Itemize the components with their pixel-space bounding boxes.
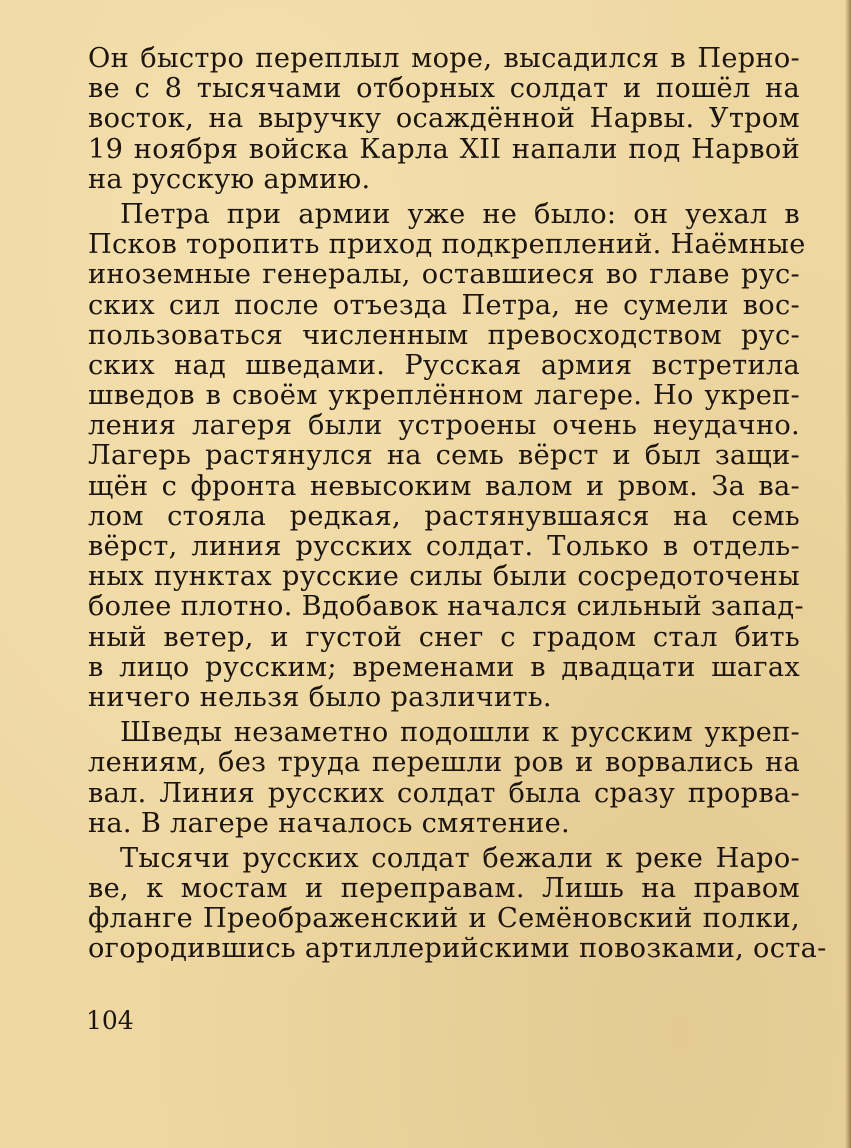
body-text: [88, 43, 827, 965]
text-line: ве с 8 тысячами отборных солдат и пошёл на: [88, 73, 800, 105]
text-line: лениям, без труда перешли ров и ворвались на: [88, 747, 800, 779]
text-line: лом стояла редкая, растянувшаяся на семь: [88, 500, 800, 532]
text-line: ве, к мостам и переправам. Лишь на правом: [88, 873, 800, 905]
text-line: ских сил после отъезда Петра, не сумели вос-: [88, 289, 800, 321]
text-line: ских над шведами. Русская армия встретила: [88, 349, 800, 381]
text-line: ных пунктах русские силы были сосредоточены: [88, 561, 800, 593]
text-line: вал. Линия русских солдат была сразу прорва-: [88, 777, 800, 809]
text-line: Он быстро переплыл море, высадился в Перно-: [88, 43, 800, 74]
text-line: ления лагеря были устроены очень неудачно.: [88, 410, 800, 442]
text-line: шведов в своём укреплённом лагере. Но укреп-: [88, 380, 800, 412]
text-line: Псков торопить приход подкреплений. Наёмные: [88, 229, 806, 261]
page-number: 104: [86, 1006, 134, 1035]
page-spine-edge: [845, 0, 851, 1148]
text-line: 19 ноября войска Карла XII напали под Нарвой: [88, 133, 800, 165]
paragraph: [88, 842, 827, 965]
text-line: фланге Преображенский и Семёновский полки,: [88, 903, 800, 935]
text-line: на русскую армию.: [88, 163, 371, 195]
text-line: огородившись артиллерийскими повозками, оста-: [88, 933, 827, 965]
text-line: ный ветер, и густой снег с градом стал бить: [88, 621, 800, 653]
paragraph: [88, 44, 800, 195]
text-line: Шведы незаметно подошли к русским укреп-: [120, 717, 800, 749]
paragraph: [88, 718, 800, 839]
text-line: пользоваться численным превосходством рус-: [88, 319, 800, 351]
paragraph: [88, 198, 806, 713]
text-line: вёрст, линия русских солдат. Только в отдель-: [88, 531, 800, 562]
text-line: Лагерь растянулся на семь вёрст и был защи-: [88, 440, 800, 472]
text-line: восток, на выручку осаждённой Нарвы. Утром: [88, 103, 800, 135]
text-line: иноземные генералы, оставшиеся во главе рус-: [88, 259, 800, 291]
text-line: на. В лагере началось смятение.: [88, 807, 570, 839]
text-line: ничего нельзя было различить.: [88, 681, 552, 713]
text-line: щён с фронта невысоким валом и рвом. За ва-: [88, 470, 800, 502]
text-line: в лицо русским; временами в двадцати шагах: [88, 651, 800, 683]
text-line: Тысячи русских солдат бежали к реке Наро-: [120, 842, 800, 874]
text-line: более плотно. Вдобавок начался сильный запад-: [88, 591, 804, 623]
text-line: Петра при армии уже не было: он уехал в: [120, 198, 800, 230]
